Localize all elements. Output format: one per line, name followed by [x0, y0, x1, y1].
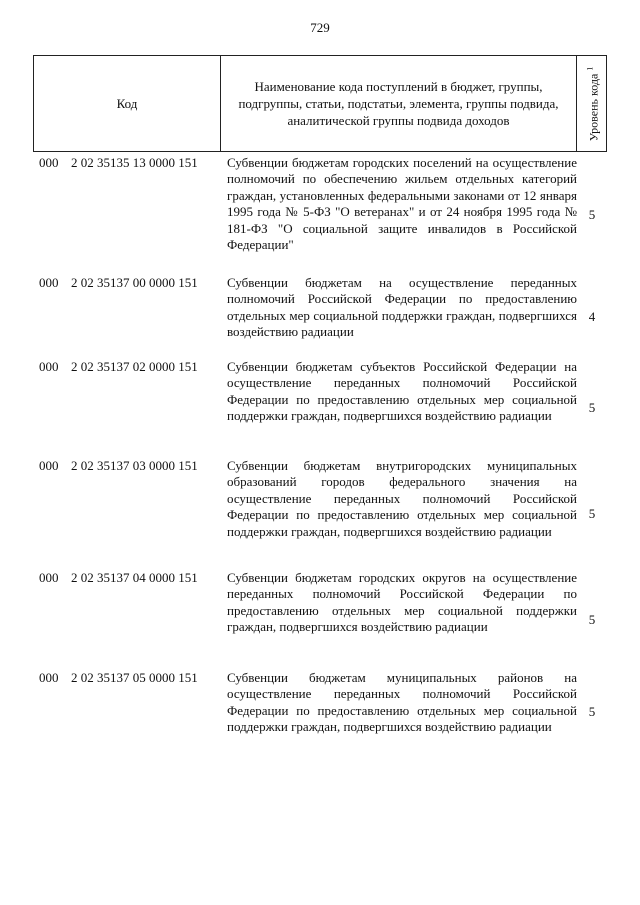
admin-code: 000 — [39, 570, 59, 585]
header-code: Код — [34, 56, 221, 151]
table-row — [33, 359, 607, 458]
header-level — [577, 56, 606, 151]
revenue-code: 2 02 35135 13 0000 151 — [71, 155, 198, 170]
admin-code: 000 — [39, 359, 59, 374]
page-number: 729 — [310, 20, 330, 35]
revenue-code: 2 02 35137 05 0000 151 — [71, 670, 198, 685]
admin-code: 000 — [39, 275, 59, 290]
revenue-name: Субвенции бюджетам городских поселений на осуществление полномочий по обеспечению жильем отдельных категорий граждан, установленных федеральными законами от 12 января 1995 года № 5-ФЗ "О ветеранах" и от 24 ноября 1995 года № 181-ФЗ "О социальной защите инвалидов в Российской Федерации" — [227, 155, 577, 253]
revenue-code: 2 02 35137 04 0000 151 — [71, 570, 198, 585]
revenue-name: Субвенции бюджетам внутригородских муниципальных образований городов федерального значения на осуществление переданных полномочий Российской Федерации по предоставлению отдельных мер социальной поддержки граждан, подвергшихся воздействию радиации — [227, 458, 577, 539]
table-header — [33, 55, 607, 152]
admin-code: 000 — [39, 670, 59, 685]
table-row — [33, 570, 607, 670]
revenue-name: Субвенции бюджетам субъектов Российской Федерации на осуществление переданных полномочий Российской Федерации по предоставлению отдельных мер социальной поддержки граждан, подвергшихся воздействию радиации — [227, 359, 577, 424]
table-body — [33, 155, 607, 754]
admin-code: 000 — [39, 458, 59, 473]
revenue-code: 2 02 35137 03 0000 151 — [71, 458, 198, 473]
revenue-name: Субвенции бюджетам муниципальных районов на осуществление переданных полномочий Российской Федерации по предоставлению отдельных мер социальной поддержки граждан, подвергшихся воздействию радиации — [227, 670, 577, 735]
code-level: 5 — [588, 611, 596, 627]
code-level: 4 — [588, 308, 596, 324]
revenue-code: 2 02 35137 02 0000 151 — [71, 359, 198, 374]
header-level-text: Уровень кода — [586, 73, 600, 141]
header-name: Наименование кода поступлений в бюджет, группы, подгруппы, статьи, подстатьи, элемента, группы подвида, аналитической группы подвида доходов — [221, 56, 577, 151]
revenue-name: Субвенции бюджетам городских округов на осуществление переданных полномочий Российской Федерации по предоставлению отдельных мер социальной поддержки граждан, подвергшихся воздействию радиации — [227, 570, 577, 635]
admin-code: 000 — [39, 155, 59, 170]
table-row — [33, 458, 607, 570]
code-level: 5 — [588, 400, 596, 416]
header-level-footnote: 1 — [585, 66, 594, 71]
header-level-label — [581, 66, 602, 141]
table-row — [33, 155, 607, 275]
code-level: 5 — [588, 206, 596, 222]
code-level: 5 — [588, 505, 596, 521]
table-row — [33, 670, 607, 754]
revenue-code: 2 02 35137 00 0000 151 — [71, 275, 198, 290]
table-row — [33, 275, 607, 359]
code-level: 5 — [588, 703, 596, 719]
revenue-name: Субвенции бюджетам на осуществление переданных полномочий Российской Федерации по предоставлению отдельных мер социальной поддержки граждан, подвергшихся воздействию радиации — [227, 275, 577, 340]
